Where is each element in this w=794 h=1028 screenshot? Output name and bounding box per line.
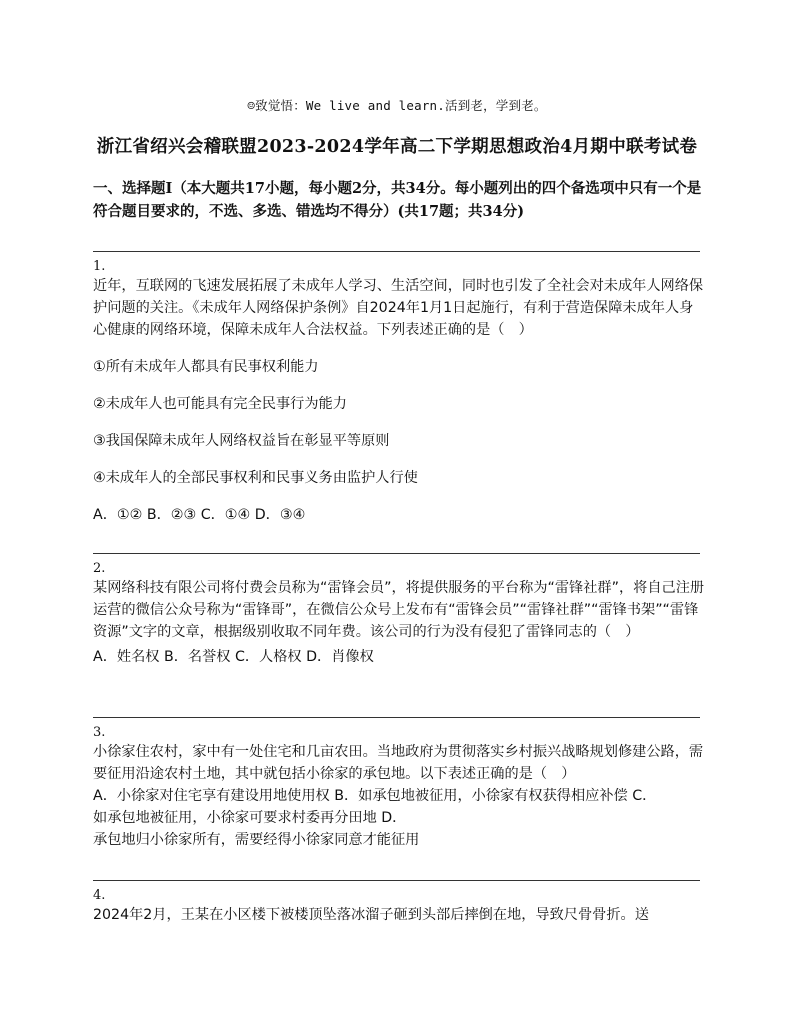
- question-divider: [93, 251, 700, 252]
- answer-choices: A．姓名权 B．名誉权 C．人格权 D．肖像权: [93, 649, 374, 665]
- question-number: 4.: [93, 888, 106, 903]
- answer-choice-line: A．小徐家对住宅享有建设用地使用权 B．如承包地被征用，小徐家有权获得相应补偿 C．: [93, 788, 657, 804]
- section-heading: 一、选择题Ⅰ（本大题共17小题，每小题2分，共34分。每小题列出的四个备选项中只有一个是符合题目要求的，不选、多选、错选均不得分）(共17题；共34分): [93, 180, 702, 220]
- statement-item: ③我国保障未成年人网络权益旨在彰显平等原则: [93, 433, 390, 449]
- question-stem: 某网络科技有限公司将付费会员称为“雷锋会员”，将提供服务的平台称为“雷锋社群”，将自己注册运营的微信公众号称为“雷锋哥”，在微信公众号上发布有“雷锋会员”“雷锋社群”“雷锋书架”“雷锋资源”文字的文章，根据级别收取不同年费。该公司的行为没有侵犯了雷锋同志的（ ）: [93, 580, 705, 640]
- question-number: 1.: [93, 259, 106, 274]
- question-1: [93, 259, 705, 526]
- question-3: [93, 725, 705, 851]
- page-title: 浙江省绍兴会稽联盟2023-2024学年高二下学期思想政治4月期中联考试卷: [96, 137, 698, 157]
- statement-list: [93, 356, 705, 526]
- question-number: 2.: [93, 561, 106, 576]
- statement-item: ②未成年人也可能具有完全民事行为能力: [93, 396, 347, 412]
- question-divider: [93, 880, 700, 881]
- question-stem: 小徐家住农村，家中有一处住宅和几亩农田。当地政府为贯彻落实乡村振兴战略规划修建公路，需要征用沿途农村土地，其中就包括小徐家的承包地。以下表述正确的是（ ）: [93, 744, 704, 782]
- answer-choices: A．①② B．②③ C．①④ D．③④: [93, 507, 306, 523]
- question-divider: [93, 553, 700, 554]
- statement-item: ④未成年人的全部民事权利和民事义务由监护人行使: [93, 470, 418, 486]
- question-stem: 2024年2月，王某在小区楼下被楼顶坠落冰溜子砸到头部后摔倒在地，导致尺骨骨折。送: [93, 907, 649, 923]
- question-divider: [93, 717, 700, 718]
- question-stem: 近年，互联网的飞速发展拓展了未成年人学习、生活空间，同时也引发了全社会对未成年人网络保护问题的关注。《未成年人网络保护条例》自2024年1月1日起施行，有利于营造保障未成年人身心健康的网络环境，保障未成年人合法权益。下列表述正确的是（ ）: [93, 278, 704, 338]
- question-4: [93, 888, 705, 926]
- statement-item: ①所有未成年人都具有民事权利能力: [93, 359, 319, 375]
- question-number: 3.: [93, 725, 106, 740]
- motto-line: ☺致觉悟：We live and learn.活到老，学到老。: [247, 98, 547, 113]
- question-2: [93, 561, 705, 668]
- answer-choice-line: 如承包地被征用，小徐家可要求村委再分田地 D．: [93, 810, 407, 826]
- answer-choice-line: 承包地归小徐家所有，需要经得小徐家同意才能征用: [93, 832, 420, 848]
